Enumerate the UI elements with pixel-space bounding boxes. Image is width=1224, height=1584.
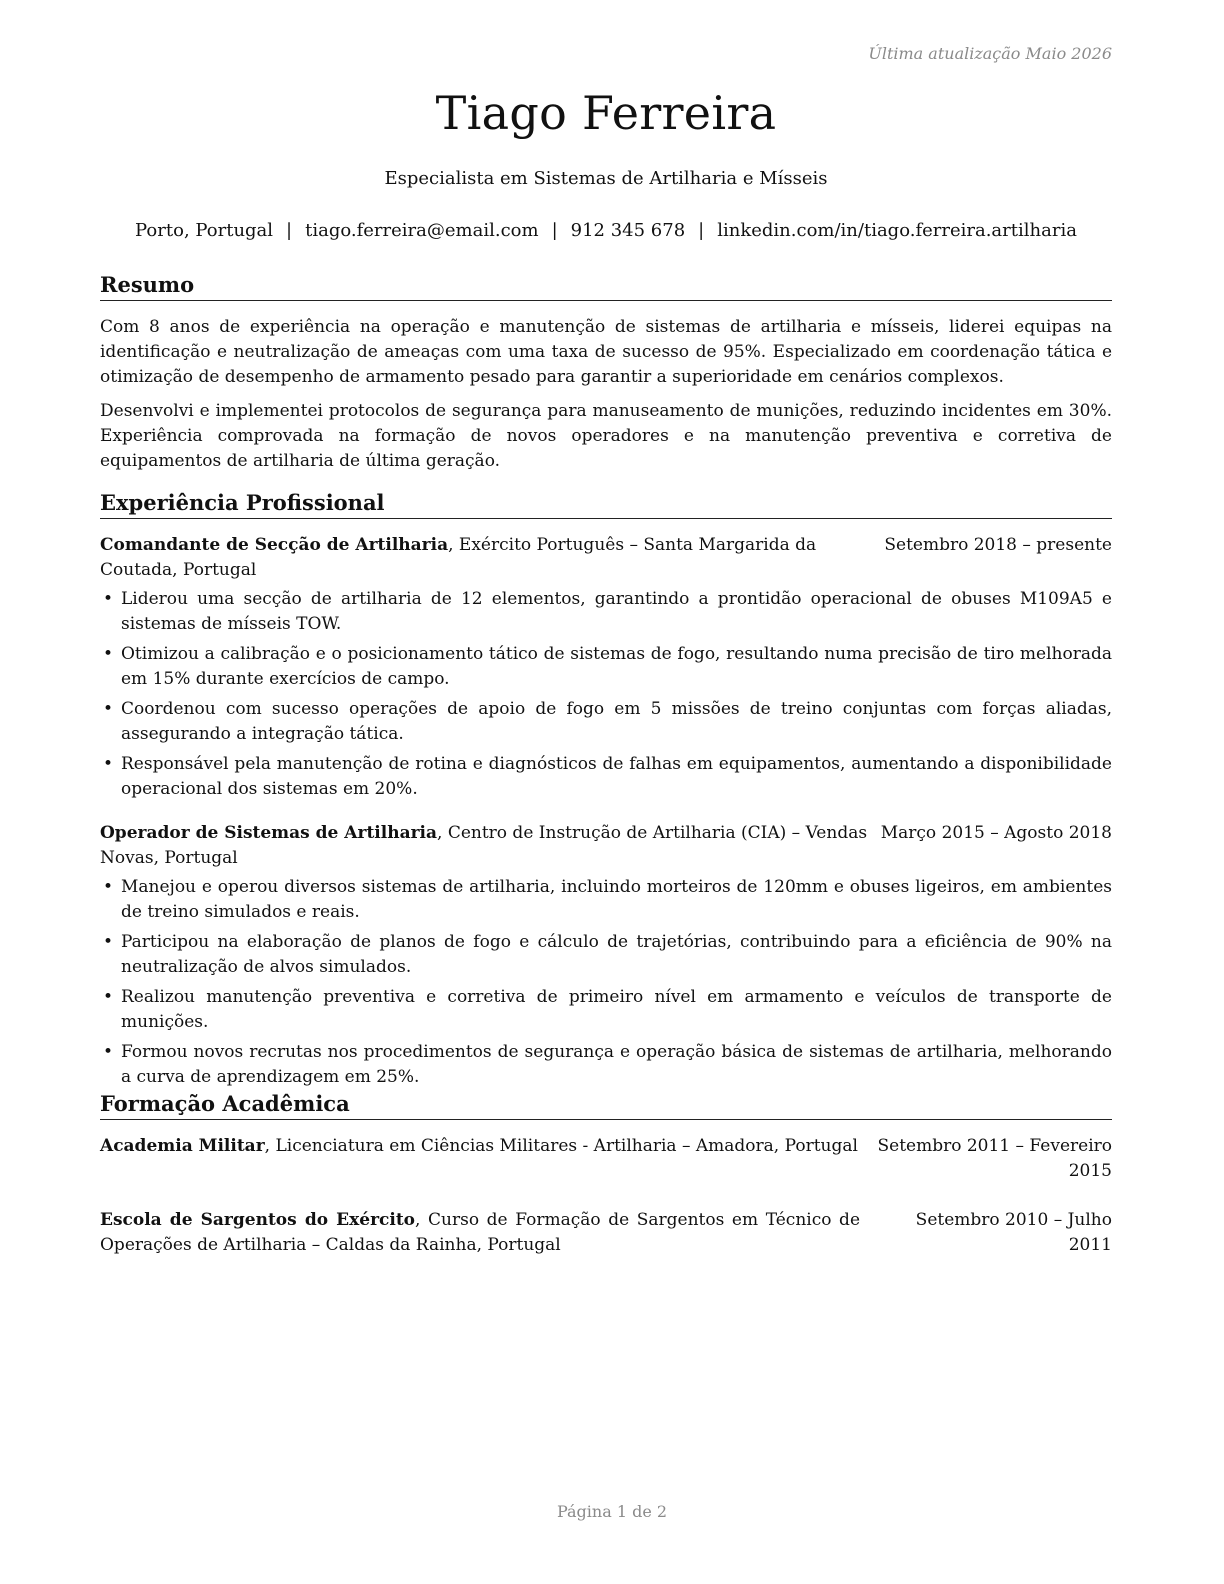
- summary-section: [100, 271, 1112, 474]
- job-role: Operador de Sistemas de Artilharia: [100, 823, 438, 843]
- section-title-summary: Resumo: [100, 271, 1112, 301]
- job-bullets: [100, 875, 1112, 1090]
- contact-separator: |: [698, 220, 705, 241]
- job-bullets: [100, 587, 1112, 802]
- contact-email[interactable]: tiago.ferreira@email.com: [305, 220, 539, 241]
- education-section: [100, 1090, 1112, 1258]
- list-item: • Responsável pela manutenção de rotina e diagnósticos de falhas em equipamentos, aumentando a disponibilidade operacional dos sistemas em 20%.: [100, 752, 1112, 802]
- job-header: [100, 821, 1112, 871]
- job-header: [100, 533, 1112, 583]
- page-number: Página 1 de 2: [556, 1502, 668, 1521]
- list-item: • Realizou manutenção preventiva e corretiva de primeiro nível em armamento e veículos de transporte de munições.: [100, 985, 1112, 1035]
- contact-phone: 912 345 678: [570, 220, 686, 241]
- contact-separator: |: [286, 220, 293, 241]
- section-title-experience: Experiência Profissional: [100, 489, 1112, 519]
- list-item: • Manejou e operou diversos sistemas de artilharia, incluindo morteiros de 120mm e obuses ligeiros, em ambientes de treino simulados e reais.: [100, 875, 1112, 925]
- education-institution: Escola de Sargentos do Exército: [100, 1210, 416, 1230]
- education-detail: , Licenciatura em Ciências Militares - Artilharia – Amadora, Portugal: [264, 1136, 858, 1156]
- education-dates: Setembro 2010 – Julho 2011: [915, 1210, 1112, 1255]
- contact-line: [100, 220, 1112, 241]
- candidate-headline: Especialista em Sistemas de Artilharia e Mísseis: [384, 168, 828, 189]
- list-item: • Coordenou com sucesso operações de apoio de fogo em 5 missões de treino conjuntas com forças aliadas, assegurando a integração tática.: [100, 697, 1112, 747]
- candidate-name: Tiago Ferreira: [435, 86, 777, 140]
- summary-paragraph: Com 8 anos de experiência na operação e manutenção de sistemas de artilharia e mísseis, liderei equipas na identificação e neutralização de ameaças com uma taxa de sucesso de 95%. Especializado em coordenação tática e otimização de desempenho de armamento pesado para garantir a superioridade em cenários complexos.: [100, 317, 1112, 387]
- contact-location: Porto, Portugal: [135, 220, 274, 241]
- section-title-education: Formação Acadêmica: [100, 1090, 1112, 1120]
- list-item: • Otimizou a calibração e o posicionamento tático de sistemas de fogo, resultando numa precisão de tiro melhorada em 15% durante exercícios de campo.: [100, 642, 1112, 692]
- last-updated: Última atualização Maio 2026: [868, 44, 1112, 63]
- job-role: Comandante de Secção de Artilharia: [100, 535, 449, 555]
- education-item: [100, 1134, 1112, 1184]
- summary-paragraph: Desenvolvi e implementei protocolos de segurança para manuseamento de munições, reduzindo incidentes em 30%. Experiência comprovada na formação de novos operadores e na manutenção preventiva e corretiva de equipamentos de artilharia de última geração.: [100, 401, 1112, 471]
- education-item: [100, 1208, 1112, 1258]
- job-dates: Março 2015 – Agosto 2018: [880, 823, 1112, 843]
- list-item: • Liderou uma secção de artilharia de 12 elementos, garantindo a prontidão operacional de obuses M109A5 e sistemas de mísseis TOW.: [100, 587, 1112, 637]
- job-org: , Centro de Instrução de Artilharia (CIA) – Vendas Novas, Portugal: [100, 823, 868, 868]
- education-detail: , Curso de Formação de Sargentos em Técnico de Operações de Artilharia – Caldas da Rainha, Portugal: [100, 1210, 861, 1255]
- list-item: • Participou na elaboração de planos de fogo e cálculo de trajetórias, contribuindo para a eficiência de 90% na neutralização de alvos simulados.: [100, 930, 1112, 980]
- education-dates: Setembro 2011 – Fevereiro 2015: [877, 1136, 1112, 1181]
- job-org: , Exército Português – Santa Margarida da Coutada, Portugal: [100, 535, 817, 580]
- job-dates: Setembro 2018 – presente: [884, 535, 1112, 555]
- list-item: • Formou novos recrutas nos procedimentos de segurança e operação básica de sistemas de artilharia, melhorando a curva de aprendizagem em 25%.: [100, 1040, 1112, 1090]
- contact-linkedin[interactable]: linkedin.com/in/tiago.ferreira.artilharia: [717, 220, 1077, 241]
- experience-section: [100, 489, 1112, 1095]
- contact-separator: |: [551, 220, 558, 241]
- education-institution: Academia Militar: [100, 1136, 265, 1156]
